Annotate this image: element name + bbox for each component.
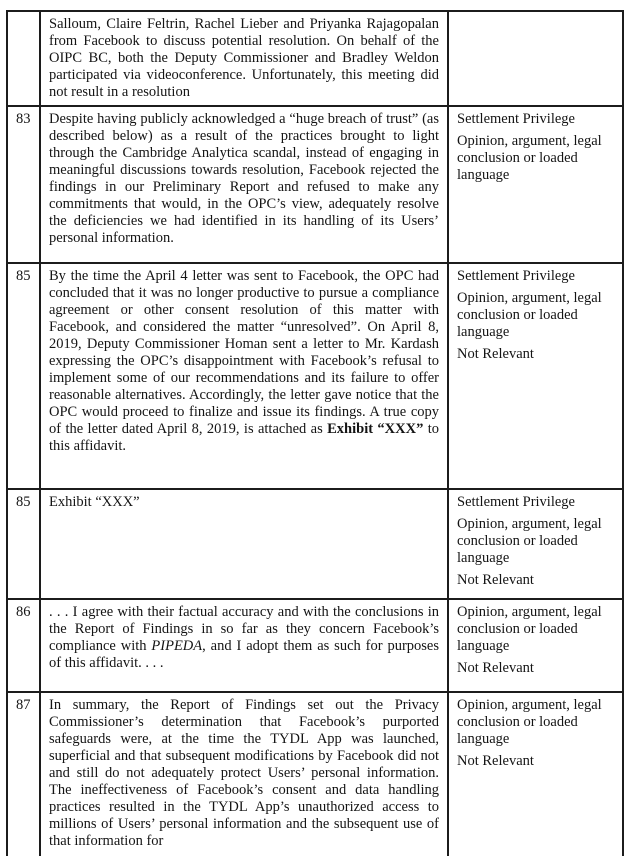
objection-cell bbox=[448, 106, 623, 263]
objections-table bbox=[6, 10, 624, 856]
paragraph-text-cell bbox=[40, 263, 448, 489]
objection-item: Not Relevant bbox=[457, 572, 534, 588]
table-row bbox=[7, 11, 623, 106]
objection-item: Opinion, argument, legal conclusion or loaded language bbox=[457, 290, 602, 340]
objections-table-body bbox=[7, 11, 623, 856]
paragraph-number-cell bbox=[7, 11, 40, 106]
objection-item: Opinion, argument, legal conclusion or loaded language bbox=[457, 697, 602, 747]
text-segment: Exhibit “XXX” bbox=[49, 494, 140, 510]
objection-item: Opinion, argument, legal conclusion or loaded language bbox=[457, 516, 602, 566]
objection-item: Not Relevant bbox=[457, 346, 534, 362]
text-segment: By the time the April 4 letter was sent to Facebook, the OPC had concluded that it was no longer productive to pursue a compliance agreement or other consent resolution of this matter with Facebook, and considered the matter “unresolved”. On April 8, 2019, Deputy Commissioner Homan sent a letter to Mr. Kardash expressing the OPC’s disappointment with Facebook’s refusal to implement some of our recommendations and its failure to offer reasonable alternatives. Accordingly, the letter gave notice that the OPC would proceed to finalize and issue its findings. A true copy of the letter dated April 8, 2019, is attached as bbox=[49, 268, 439, 437]
paragraph bbox=[49, 604, 439, 672]
paragraph-text-cell bbox=[40, 11, 448, 106]
paragraph-number-cell bbox=[7, 599, 40, 692]
objection-cell bbox=[448, 263, 623, 489]
paragraph-number: 87 bbox=[16, 697, 31, 713]
text-segment: , and I adopt them as such for purposes of this affidavit. . . . bbox=[49, 638, 440, 671]
objection-item: Opinion, argument, legal conclusion or loaded language bbox=[457, 604, 602, 654]
paragraph-number: 85 bbox=[16, 268, 31, 284]
paragraph bbox=[49, 16, 439, 101]
objection-item: Opinion, argument, legal conclusion or loaded language bbox=[457, 133, 602, 183]
paragraph-number: 85 bbox=[16, 494, 31, 510]
paragraph-text-cell bbox=[40, 692, 448, 856]
text-segment: Despite having publicly acknowledged a “huge breach of trust” (as described below) as a result of the practices brought to light through the Cambridge Analytica scandal, instead of engaging in meaningful discussions towards resolution, Facebook rejected the findings in our Preliminary Report and refused to make any commitments that would, in the OPC’s view, adequately resolve the deficiencies we had identified in its handling of its Users’ personal information. bbox=[49, 111, 439, 246]
paragraph bbox=[49, 697, 439, 850]
objection-cell bbox=[448, 11, 623, 106]
objection-cell bbox=[448, 489, 623, 599]
text-segment: to this affidavit. bbox=[49, 421, 439, 454]
paragraph-text-cell bbox=[40, 106, 448, 263]
objection-item: Settlement Privilege bbox=[457, 494, 575, 510]
text-segment: Salloum, Claire Feltrin, Rachel Lieber and Priyanka Rajagopalan from Facebook to discuss potential resolution. On behalf of the OIPC BC, both the Deputy Commissioner and Bradley Weldon participated via videoconference. Unfortunately, this meeting did not result in a resolution bbox=[49, 16, 439, 100]
objection-item: Not Relevant bbox=[457, 753, 534, 769]
text-segment: . . . I agree with their factual accuracy and with the conclusions in the Report of Findings in so far as they concern Facebook’s compliance with bbox=[49, 604, 439, 654]
paragraph-number: 86 bbox=[16, 604, 31, 620]
paragraph bbox=[49, 268, 439, 455]
paragraph-text-cell bbox=[40, 489, 448, 599]
paragraph-number: 83 bbox=[16, 111, 31, 127]
objection-item: Not Relevant bbox=[457, 660, 534, 676]
objection-cell bbox=[448, 692, 623, 856]
paragraph-number-cell bbox=[7, 489, 40, 599]
table-row bbox=[7, 599, 623, 692]
paragraph-number-cell bbox=[7, 106, 40, 263]
table-row bbox=[7, 263, 623, 489]
paragraph bbox=[49, 494, 439, 511]
objection-item: Settlement Privilege bbox=[457, 268, 575, 284]
text-segment: In summary, the Report of Findings set out the Privacy Commissioner’s determination that Facebook’s purported safeguards were, at the time the TYDL App was launched, superficial and that subsequent modifications by Facebook did not and still do not adequately protect Users’ personal information. The ineffectiveness of Facebook’s consent and data handling practices resulted in the TYDL App’s unauthorized access to millions of Users’ personal information and the subsequent use of that information for bbox=[49, 697, 439, 849]
objection-item: Settlement Privilege bbox=[457, 111, 575, 127]
text-segment: PIPEDA bbox=[151, 638, 203, 654]
paragraph bbox=[49, 111, 439, 247]
table-row bbox=[7, 489, 623, 599]
paragraph-number-cell bbox=[7, 263, 40, 489]
text-segment: Exhibit “XXX” bbox=[327, 421, 424, 437]
table-row bbox=[7, 106, 623, 263]
objection-cell bbox=[448, 599, 623, 692]
table-row bbox=[7, 692, 623, 856]
paragraph-text-cell bbox=[40, 599, 448, 692]
paragraph-number-cell bbox=[7, 692, 40, 856]
